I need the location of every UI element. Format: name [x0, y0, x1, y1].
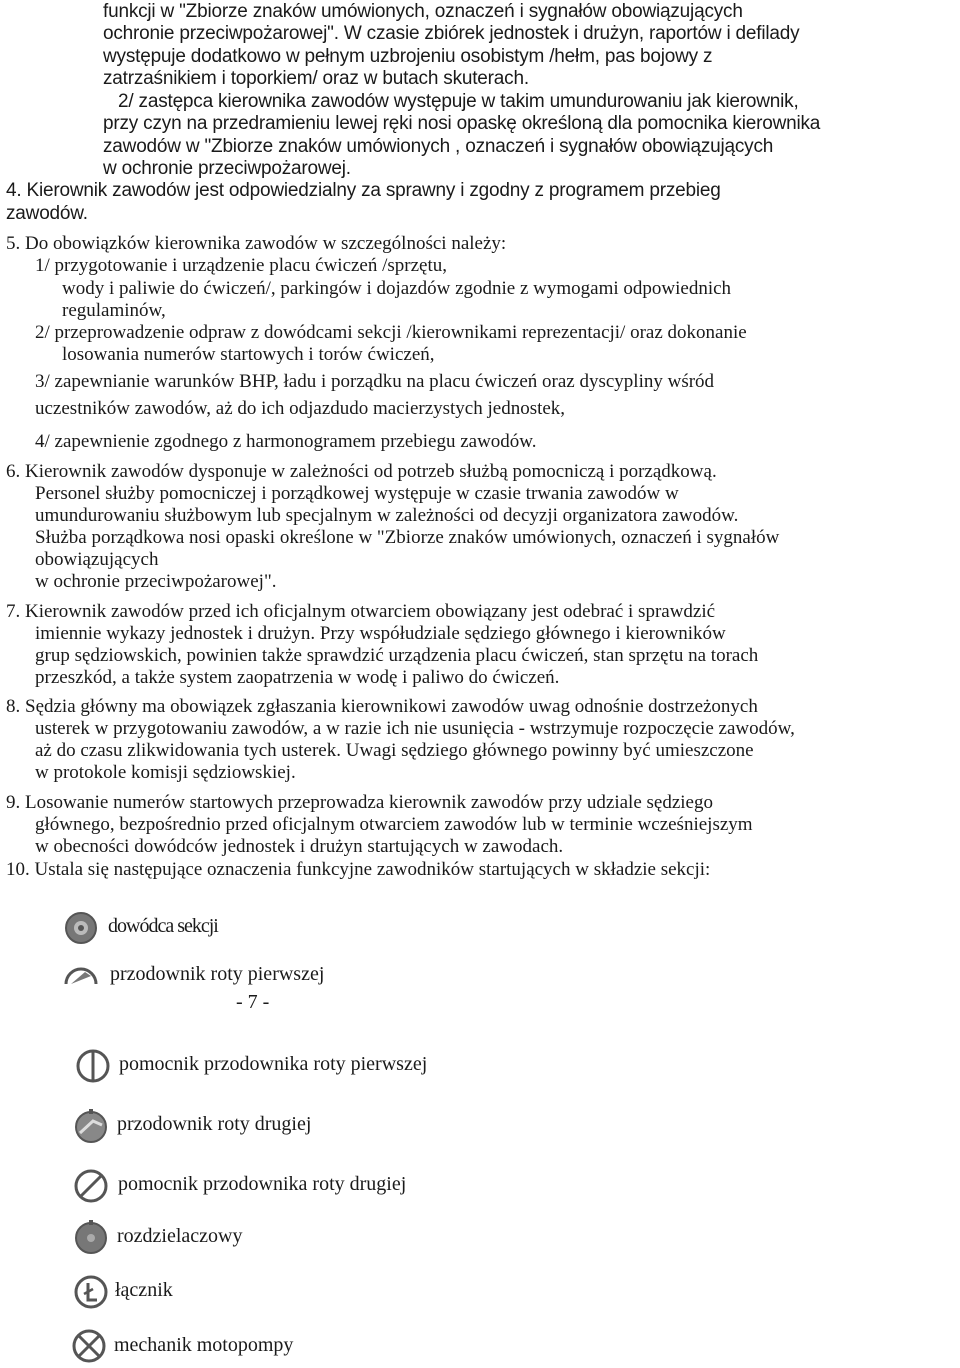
text-line: 10. Ustala się następujące oznaczenia funkcyjne zawodników startujących w składzie sekcji:: [6, 859, 711, 880]
text-line: przy czyn na przedramieniu lewej ręki nosi opaskę określoną dla pomocnika kierownika: [103, 113, 821, 134]
text-line: w protokole komisji sędziowskiej.: [35, 762, 296, 783]
text-line: w obecności dowódców jednostek i drużyn startujących w zawodach.: [35, 836, 564, 857]
text-line: usterek w przygotowaniu zawodów, a w razie ich nie usunięcia - wstrzymuje rozpoczęcie zawodów,: [35, 718, 795, 739]
text-line: wody i paliwie do ćwiczeń/, parkingów i dojazdów zgodnie z wymogami odpowiednich: [62, 278, 732, 299]
text-line: 2/ przeprowadzenie odpraw z dowódcami sekcji /kierownikami reprezentacji/ oraz dokonanie: [35, 322, 747, 343]
text-line: obowiązujących: [35, 549, 159, 570]
text-line: w ochronie przeciwpożarowej".: [35, 571, 277, 592]
text-line: Służba porządkowa nosi opaski określone w "Zbiorze znaków umówionych, oznaczeń i sygnałów: [35, 527, 780, 548]
text-line: grup sędziowskich, powinien także sprawdzić urządzenia placu ćwiczeń, stan sprzętu na torach: [35, 645, 759, 666]
text-line: losowania numerów startowych i torów ćwiczeń,: [62, 344, 435, 365]
text-line: 9. Losowanie numerów startowych przeprowadza kierownik zawodów przy udziale sędziego: [6, 792, 713, 813]
section-commander-icon: [63, 910, 99, 946]
text-line: 4. Kierownik zawodów jest odpowiedzialny za sprawny i zgodny z programem przebieg: [6, 180, 721, 201]
second-squad-assistant-icon: [73, 1168, 109, 1204]
legend-label: pomocnik przodownika roty drugiej: [118, 1173, 407, 1195]
text-line: imiennie wykazy jednostek i drużyn. Przy współudziale sędziego głównego i kierowników: [35, 623, 726, 644]
legend-label: dowódca sekcji: [108, 915, 218, 937]
text-line: funkcji w "Zbiorze znaków umówionych, oznaczeń i sygnałów obowiązujących: [103, 1, 743, 22]
first-squad-assistant-icon: [75, 1048, 111, 1084]
legend-label: łącznik: [115, 1279, 173, 1301]
legend-label: pomocnik przodownika roty pierwszej: [119, 1053, 428, 1075]
liaison-icon: [73, 1274, 109, 1310]
text-line: 7. Kierownik zawodów przed ich oficjalnym otwarciem obowiązany jest odebrać i sprawdzić: [6, 601, 716, 622]
text-line: zawodów w "Zbiorze znaków umówionych , oznaczeń i sygnałów obowiązujących: [103, 136, 774, 157]
text-line: występuje dodatkowo w pełnym uzbrojeniu osobistym /hełm, pas bojowy z: [103, 46, 713, 67]
text-line: 5. Do obowiązków kierownika zawodów w szczególności należy:: [6, 233, 507, 254]
text-line: 3/ zapewnianie warunków BHP, ładu i porządku na placu ćwiczeń oraz dyscypliny wśród: [35, 371, 715, 392]
text-line: uczestników zawodów, aż do ich odjazdudo macierzystych jednostek,: [35, 398, 566, 419]
text-line: w ochronie przeciwpożarowej.: [103, 158, 351, 179]
text-line: ochronie przeciwpożarowej". W czasie zbiórek jednostek i drużyn, raportów i defilady: [103, 23, 800, 44]
second-squad-leader-icon: [73, 1108, 109, 1144]
legend-label: przodownik roty pierwszej: [110, 963, 325, 985]
page-number: - 7 -: [236, 991, 270, 1013]
legend-label: mechanik motopompy: [114, 1334, 294, 1356]
legend-label: rozdzielaczowy: [117, 1225, 243, 1247]
text-line: zatrzaśnikiem i toporkiem/ oraz w butach skuterach.: [103, 68, 529, 89]
text-line: 8. Sędzia główny ma obowiązek zgłaszania kierownikowi zawodów uwag odnośnie dostrzeżonych: [6, 696, 758, 717]
first-squad-leader-icon: [63, 958, 99, 994]
text-line: 4/ zapewnienie zgodnego z harmonogramem przebiegu zawodów.: [35, 431, 537, 452]
text-line: 2/ zastępca kierownika zawodów występuje w takim umundurowaniu jak kierownik,: [118, 91, 799, 112]
text-line: umundurowaniu służbowym lub specjalnym w zależności od decyzji organizatora zawodów.: [35, 505, 739, 526]
text-line: zawodów.: [6, 203, 88, 224]
text-line: Personel służby pomocniczej i porządkowej występuje w czasie trwania zawodów w: [35, 483, 679, 504]
pump-mechanic-icon: [71, 1328, 107, 1364]
text-line: przeszkód, a także system zaopatrzenia w wodę i paliwo do ćwiczeń.: [35, 667, 560, 688]
text-line: aż do czasu zlikwidowania tych usterek. Uwagi sędziego głównego powinny być umieszczone: [35, 740, 754, 761]
text-line: regulaminów,: [62, 300, 166, 321]
text-line: głównego, bezpośrednio przed oficjalnym otwarciem zawodów lub w terminie wcześniejszym: [35, 814, 753, 835]
text-line: 1/ przygotowanie i urządzenie placu ćwiczeń /sprzętu,: [35, 255, 448, 276]
legend-label: przodownik roty drugiej: [117, 1113, 312, 1135]
distributor-icon: [73, 1219, 109, 1255]
text-line: 6. Kierownik zawodów dysponuje w zależności od potrzeb służbą pomocniczą i porządkową.: [6, 461, 717, 482]
